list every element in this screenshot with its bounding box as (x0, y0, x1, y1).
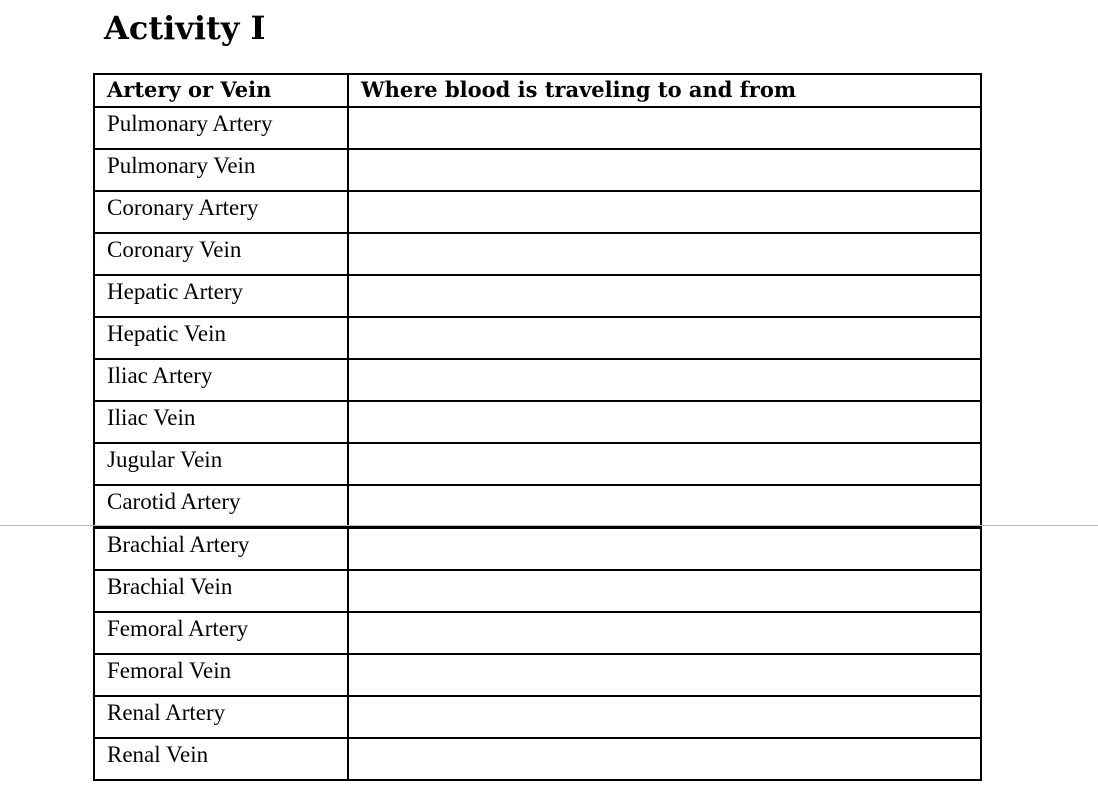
vessel-name-cell: Pulmonary Vein (94, 149, 348, 191)
vessel-name-cell: Femoral Artery (94, 612, 348, 654)
vessel-table-continued (93, 527, 982, 781)
answer-cell[interactable] (348, 654, 981, 696)
vessel-name-cell: Iliac Vein (94, 401, 348, 443)
answer-cell[interactable] (348, 317, 981, 359)
vessel-name-cell: Coronary Artery (94, 191, 348, 233)
vessel-name-cell: Carotid Artery (94, 485, 348, 527)
table-row (94, 317, 981, 359)
vessel-table (93, 73, 982, 528)
vessel-name-cell: Brachial Vein (94, 570, 348, 612)
answer-cell[interactable] (348, 696, 981, 738)
answer-cell[interactable] (348, 275, 981, 317)
table-row (94, 612, 981, 654)
vessel-name-cell: Renal Vein (94, 738, 348, 780)
vessel-name-cell: Brachial Artery (94, 528, 348, 570)
table-header-row (94, 74, 981, 107)
table-row (94, 107, 981, 149)
page-break-line (0, 525, 1098, 526)
table-row (94, 654, 981, 696)
vessel-name-cell: Hepatic Vein (94, 317, 348, 359)
answer-cell[interactable] (348, 485, 981, 527)
table-row (94, 485, 981, 527)
answer-cell[interactable] (348, 738, 981, 780)
vessel-name-cell: Iliac Artery (94, 359, 348, 401)
table-row (94, 443, 981, 485)
vessel-name-cell: Jugular Vein (94, 443, 348, 485)
vessel-name-cell: Pulmonary Artery (94, 107, 348, 149)
answer-cell[interactable] (348, 528, 981, 570)
vessel-name-cell: Femoral Vein (94, 654, 348, 696)
table-row (94, 149, 981, 191)
answer-cell[interactable] (348, 233, 981, 275)
answer-cell[interactable] (348, 107, 981, 149)
answer-cell[interactable] (348, 359, 981, 401)
table-row (94, 275, 981, 317)
table-row (94, 233, 981, 275)
answer-cell[interactable] (348, 401, 981, 443)
vessel-name-cell: Hepatic Artery (94, 275, 348, 317)
page-title: Activity I (104, 9, 266, 47)
answer-cell[interactable] (348, 443, 981, 485)
answer-cell[interactable] (348, 612, 981, 654)
answer-cell[interactable] (348, 149, 981, 191)
table-row (94, 191, 981, 233)
vessel-name-cell: Renal Artery (94, 696, 348, 738)
answer-cell[interactable] (348, 191, 981, 233)
table-row (94, 528, 981, 570)
table-row (94, 696, 981, 738)
header-answer: Where blood is traveling to and from (348, 74, 981, 107)
table-row (94, 359, 981, 401)
table-row (94, 401, 981, 443)
table-row (94, 570, 981, 612)
header-vessel: Artery or Vein (94, 74, 348, 107)
answer-cell[interactable] (348, 570, 981, 612)
vessel-name-cell: Coronary Vein (94, 233, 348, 275)
table-row (94, 738, 981, 780)
